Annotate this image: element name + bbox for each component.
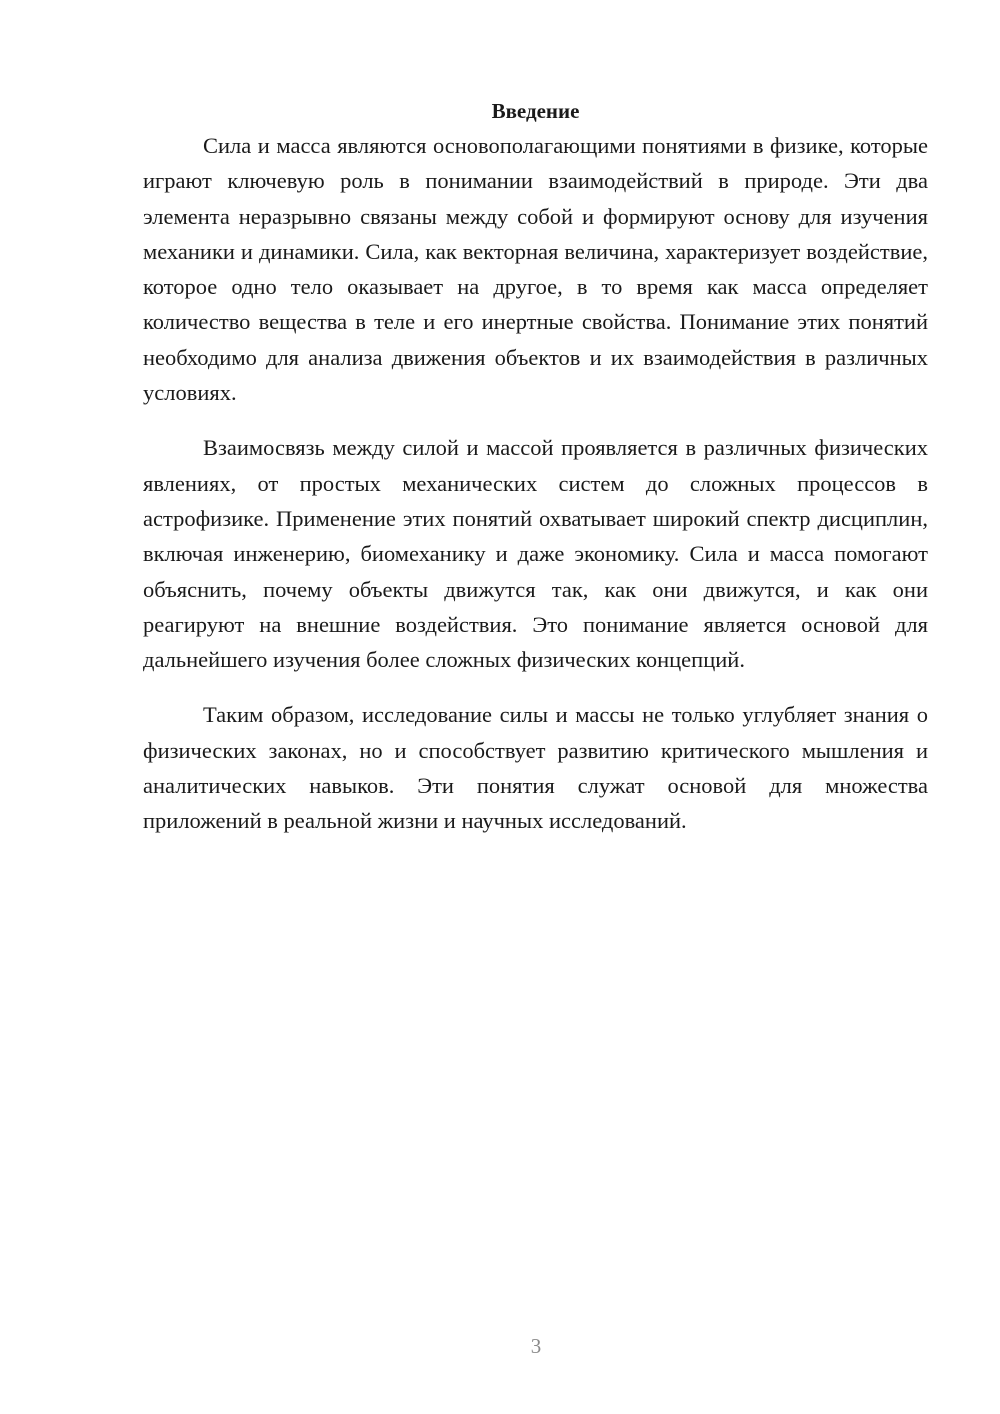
paragraph-3: Таким образом, исследование силы и массы не только углубляет знания о физических законах, но и способствует развитию критического мышления и аналитических навыков. Эти понятия служат основой для множества приложений в реальной жизни и научных исследований. [143, 702, 928, 834]
page-content [143, 96, 928, 859]
section-title: Введение [491, 99, 580, 123]
page-number: 3 [530, 1334, 542, 1358]
paragraph-2: Взаимосвязь между силой и массой проявляется в различных физических явлениях, от простых механических систем до сложных процессов в астрофизике. Применение этих понятий охватывает широкий спектр дисциплин, включая инженерию, биомеханику и даже экономику. Сила и масса помогают объяснить, почему объекты движутся так, как они движутся, и как они реагируют на внешние воздействия. Это понимание является основой для дальнейшего изучения более сложных физических концепций. [143, 435, 928, 673]
paragraph-1: Сила и масса являются основополагающими понятиями в физике, которые играют ключевую роль в понимании взаимодействий в природе. Эти два элемента неразрывно связаны между собой и формируют основу для изучения механики и динамики. Сила, как векторная величина, характеризует воздействие, которое одно тело оказывает на другое, в то время как масса определяет количество вещества в теле и его инертные свойства. Понимание этих понятий необходимо для анализа движения объектов и их взаимодействия в различных условиях. [143, 133, 928, 406]
